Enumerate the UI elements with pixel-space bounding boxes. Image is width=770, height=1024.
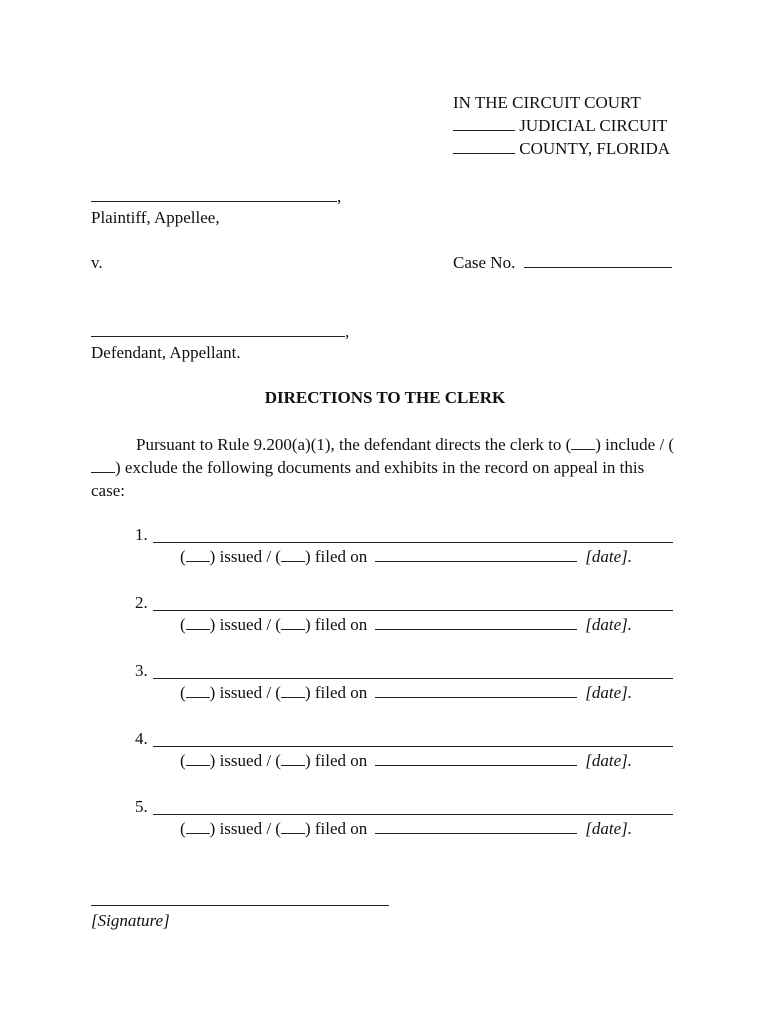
item-description-blank[interactable] bbox=[153, 746, 673, 747]
circuit-blank[interactable] bbox=[453, 116, 515, 131]
date-label: [date]. bbox=[585, 547, 633, 566]
case-number-label: Case No. bbox=[453, 253, 516, 272]
filed-label: ) filed on bbox=[304, 819, 368, 838]
item-status-line bbox=[180, 751, 632, 771]
date-blank[interactable] bbox=[375, 683, 577, 698]
open-paren: ( bbox=[180, 615, 186, 634]
signature-label: [Signature] bbox=[91, 911, 170, 930]
issued-label: ) issued / ( bbox=[209, 751, 281, 770]
plaintiff-name-line bbox=[91, 187, 341, 207]
defendant-name-blank[interactable] bbox=[91, 322, 345, 337]
item-number: 2. bbox=[135, 593, 148, 612]
county-blank[interactable] bbox=[453, 139, 515, 154]
filed-label: ) filed on bbox=[304, 751, 368, 770]
circuit-line bbox=[453, 116, 667, 136]
filed-checkbox-blank[interactable] bbox=[281, 547, 305, 562]
item-description-blank[interactable] bbox=[153, 678, 673, 679]
item-number: 4. bbox=[135, 729, 148, 748]
filed-label: ) filed on bbox=[304, 615, 368, 634]
item-status-line bbox=[180, 547, 632, 567]
filed-label: ) filed on bbox=[304, 547, 368, 566]
item-status-line bbox=[180, 615, 632, 635]
county-line bbox=[453, 139, 670, 159]
issued-checkbox-blank[interactable] bbox=[186, 751, 210, 766]
date-blank[interactable] bbox=[375, 751, 577, 766]
defendant-name-line bbox=[91, 322, 349, 342]
plaintiff-name-blank[interactable] bbox=[91, 187, 337, 202]
open-paren: ( bbox=[180, 683, 186, 702]
open-paren: ( bbox=[180, 547, 186, 566]
date-blank[interactable] bbox=[375, 547, 577, 562]
document-title: DIRECTIONS TO THE CLERK bbox=[264, 388, 506, 407]
item-number: 5. bbox=[135, 797, 148, 816]
date-blank[interactable] bbox=[375, 615, 577, 630]
issued-label: ) issued / ( bbox=[209, 547, 281, 566]
court-line: IN THE CIRCUIT COURT bbox=[453, 93, 641, 112]
versus-label: v. bbox=[91, 253, 103, 272]
date-label: [date]. bbox=[585, 615, 633, 634]
issued-label: ) issued / ( bbox=[209, 683, 281, 702]
item-description-blank[interactable] bbox=[153, 542, 673, 543]
filed-checkbox-blank[interactable] bbox=[281, 819, 305, 834]
filed-checkbox-blank[interactable] bbox=[281, 615, 305, 630]
signature-line[interactable] bbox=[91, 905, 389, 906]
item-description-blank[interactable] bbox=[153, 814, 673, 815]
body-text-3: ) exclude the following documents and exhibits in the record on appeal in this case: bbox=[91, 458, 645, 500]
filed-checkbox-blank[interactable] bbox=[281, 683, 305, 698]
item-description-blank[interactable] bbox=[153, 610, 673, 611]
county-label: COUNTY, FLORIDA bbox=[519, 139, 671, 158]
issued-checkbox-blank[interactable] bbox=[186, 615, 210, 630]
item-status-line bbox=[180, 683, 632, 703]
issued-checkbox-blank[interactable] bbox=[186, 547, 210, 562]
issued-checkbox-blank[interactable] bbox=[186, 819, 210, 834]
defendant-comma: , bbox=[345, 322, 350, 341]
filed-label: ) filed on bbox=[304, 683, 368, 702]
date-blank[interactable] bbox=[375, 819, 577, 834]
item-number: 3. bbox=[135, 661, 148, 680]
exclude-checkbox-blank[interactable] bbox=[91, 458, 115, 473]
filed-checkbox-blank[interactable] bbox=[281, 751, 305, 766]
issued-label: ) issued / ( bbox=[209, 615, 281, 634]
date-label: [date]. bbox=[585, 819, 633, 838]
plaintiff-comma: , bbox=[337, 187, 342, 206]
defendant-label: Defendant, Appellant. bbox=[91, 343, 241, 362]
body-paragraph bbox=[91, 433, 681, 502]
case-number-blank[interactable] bbox=[524, 253, 672, 268]
body-text-1: Pursuant to Rule 9.200(a)(1), the defendant directs the clerk to ( bbox=[136, 435, 572, 454]
include-checkbox-blank[interactable] bbox=[571, 435, 595, 450]
date-label: [date]. bbox=[585, 751, 633, 770]
circuit-label: JUDICIAL CIRCUIT bbox=[519, 116, 668, 135]
body-text-2: ) include / ( bbox=[595, 435, 675, 454]
case-number-line bbox=[453, 253, 672, 273]
item-status-line bbox=[180, 819, 632, 839]
date-label: [date]. bbox=[585, 683, 633, 702]
item-number: 1. bbox=[135, 525, 148, 544]
issued-label: ) issued / ( bbox=[209, 819, 281, 838]
open-paren: ( bbox=[180, 819, 186, 838]
issued-checkbox-blank[interactable] bbox=[186, 683, 210, 698]
plaintiff-label: Plaintiff, Appellee, bbox=[91, 208, 220, 227]
open-paren: ( bbox=[180, 751, 186, 770]
